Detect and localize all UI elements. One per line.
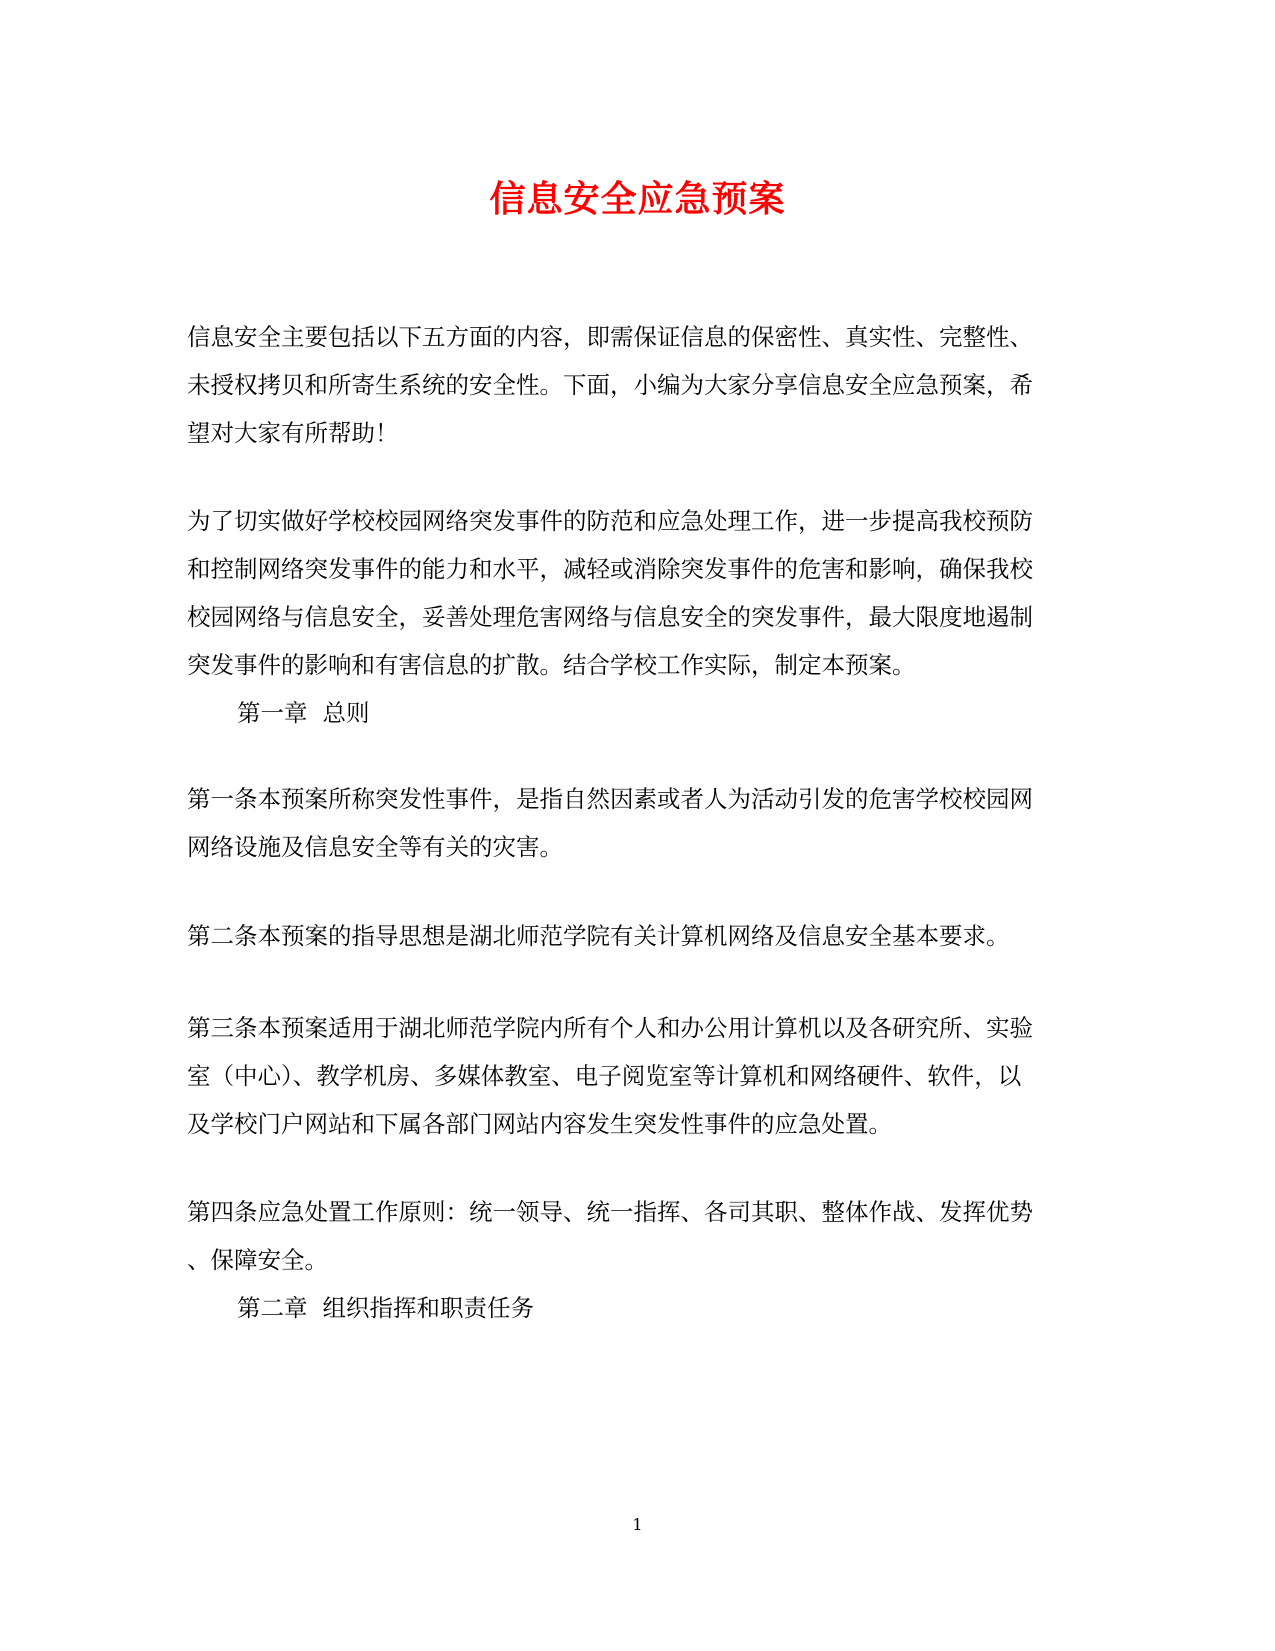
text-line: 望对大家有所帮助！ [187,419,399,447]
text-line: 突发事件的影响和有害信息的扩散。结合学校工作实际，制定本预案。 [187,651,916,679]
text-line: 室（中心）、教学机房、多媒体教室、电子阅览室等计算机和网络硬件、软件，以 [187,1062,1022,1090]
text-line: 、保障安全。 [187,1246,328,1274]
article-4 [187,1188,1087,1332]
chapter-heading: 第一章 总则 [237,699,370,727]
page-number: 1 [632,1515,643,1534]
text-line: 校园网络与信息安全，妥善处理危害网络与信息安全的突发事件，最大限度地遏制 [187,603,1033,631]
text-line: 网络设施及信息安全等有关的灾害。 [187,833,563,861]
text-line: 为了切实做好学校校园网络突发事件的防范和应急处理工作，进一步提高我校预防 [187,507,1033,535]
text-line: 第一条本预案所称突发性事件，是指自然因素或者人为活动引发的危害学校校园网 [187,785,1033,813]
text-line: 第四条应急处置工作原则：统一领导、统一指挥、各司其职、整体作战、发挥优势 [187,1198,1033,1226]
chapter-heading: 第二章 组织指挥和职责任务 [237,1294,534,1322]
text-line: 未授权拷贝和所寄生系统的安全性。下面，小编为大家分享信息安全应急预案，希 [187,371,1033,399]
text-line: 和控制网络突发事件的能力和水平，减轻或消除突发事件的危害和影响，确保我校 [187,555,1033,583]
document-title: 信息安全应急预案 [489,178,786,220]
text-line: 第二条本预案的指导思想是湖北师范学院有关计算机网络及信息安全基本要求。 [187,922,1010,950]
purpose-paragraph [187,497,1087,737]
article-2 [187,912,1087,960]
text-line: 信息安全主要包括以下五方面的内容，即需保证信息的保密性、真实性、完整性、 [187,323,1033,351]
article-1 [187,775,1087,871]
text-line: 及学校门户网站和下属各部门网站内容发生突发性事件的应急处置。 [187,1110,892,1138]
article-3 [187,1004,1087,1148]
text-line: 第三条本预案适用于湖北师范学院内所有个人和办公用计算机以及各研究所、实验 [187,1014,1033,1042]
intro-paragraph [187,313,1087,457]
